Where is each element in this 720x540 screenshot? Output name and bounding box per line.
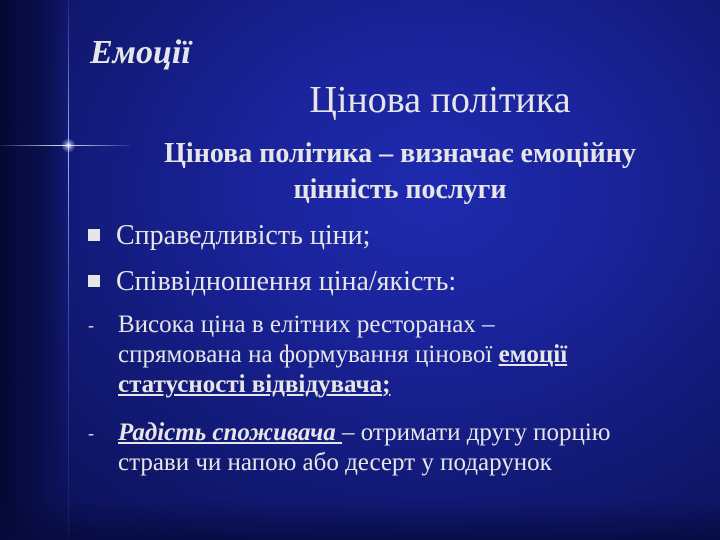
bottom-band-decoration xyxy=(0,500,720,540)
dash-item-1-line-2 xyxy=(118,340,698,370)
bullet-item-1 xyxy=(88,219,370,253)
main-title xyxy=(0,78,720,122)
dash-item-1-text xyxy=(118,310,698,400)
bullet-text-1: Справедливість ціни; xyxy=(116,220,371,251)
bullet-item-2 xyxy=(88,265,456,299)
dash-item-2-line-1-rest: – отримати другу порцію xyxy=(342,419,611,446)
dash-item-1-line-2-emphasis: емоції xyxy=(498,341,568,368)
subtitle-line-1: Цінова політика – визначає емоційну xyxy=(164,138,636,169)
dash-item-1-line-3 xyxy=(118,370,698,400)
bullet-text-2: Співвідношення ціна/якість: xyxy=(116,266,457,297)
dash-item-1-line-3-emphasis: статусності відвідувача xyxy=(118,371,383,398)
corner-title: Емоції xyxy=(90,34,191,71)
subtitle xyxy=(110,136,690,208)
dash-item-1 xyxy=(88,310,688,406)
main-title-text: Цінова політика xyxy=(309,79,571,121)
subtitle-line-2: цінність послуги xyxy=(293,174,507,205)
dash-item-2-emphasis: Радість споживача xyxy=(118,419,343,446)
dash-item-1-line-2-plain: спрямована на формування цінової xyxy=(118,341,499,368)
square-bullet-icon xyxy=(88,275,100,287)
dash-item-2 xyxy=(88,418,688,482)
dash-item-1-line-3-tail: ; xyxy=(382,371,391,398)
dash-item-2-text xyxy=(118,418,698,478)
dash-marker: - xyxy=(88,315,94,335)
dash-item-1-line-1: Висока ціна в елітних ресторанах – xyxy=(118,311,495,338)
dash-item-2-line-2: страви чи напою або десерт у подарунок xyxy=(118,449,552,476)
square-bullet-icon xyxy=(88,229,100,241)
dash-marker: - xyxy=(88,423,94,443)
dash-item-2-line-1 xyxy=(118,418,698,448)
sparkle-icon xyxy=(62,139,75,152)
